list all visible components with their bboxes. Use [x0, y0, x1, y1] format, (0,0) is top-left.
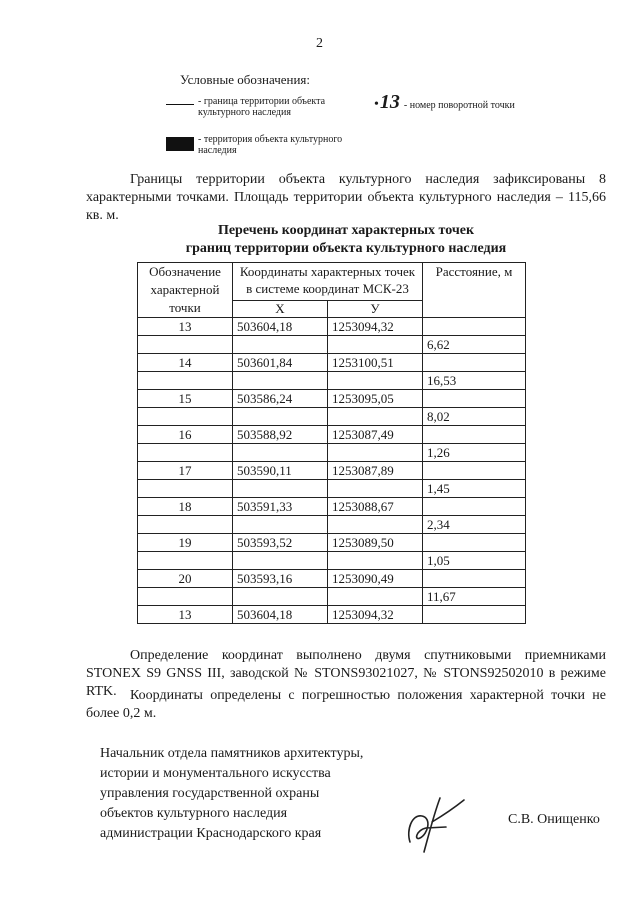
header-distance: Расстояние, м — [423, 263, 526, 318]
intro-paragraph: Границы территории объекта культурного наследия зафиксированы 8 характерными точками. Площадь территории объекта культурного наследия – 115,66 кв. м. — [86, 172, 606, 223]
y-coordinate-cell: 1253089,50 — [328, 534, 423, 552]
table-title-line-1: Перечень координат характерных точек — [217, 223, 475, 238]
x-coordinate-cell: 503601,84 — [233, 354, 328, 372]
boundary-line-label: - граница территории объекта культурного наследия — [198, 96, 326, 118]
table-row — [138, 606, 526, 624]
table-row — [138, 462, 526, 480]
empty-cell — [138, 552, 233, 570]
distance-cell: 16,53 — [423, 372, 526, 390]
signatory-position — [100, 744, 363, 844]
territory-fill-symbol — [166, 137, 194, 151]
empty-cell — [233, 444, 328, 462]
table-row-distance — [138, 480, 526, 498]
point-dot-icon: • — [374, 97, 379, 112]
empty-cell — [233, 552, 328, 570]
point-name-cell: 15 — [138, 390, 233, 408]
distance-empty-cell — [423, 534, 526, 552]
x-coordinate-cell: 503588,92 — [233, 426, 328, 444]
coordinates-table-body — [138, 318, 526, 624]
distance-empty-cell — [423, 390, 526, 408]
table-row — [138, 354, 526, 372]
distance-cell: 2,34 — [423, 516, 526, 534]
table-row-distance — [138, 588, 526, 606]
distance-empty-cell — [423, 606, 526, 624]
empty-cell — [328, 588, 423, 606]
distance-cell: 8,02 — [423, 408, 526, 426]
point-symbol-legend — [374, 91, 515, 114]
point-name-cell: 16 — [138, 426, 233, 444]
empty-cell — [328, 372, 423, 390]
territory-label: - территория объекта культурного наследия — [198, 134, 343, 156]
empty-cell — [138, 480, 233, 498]
table-row — [138, 570, 526, 588]
y-coordinate-cell: 1253094,32 — [328, 318, 423, 336]
empty-cell — [138, 516, 233, 534]
table-row — [138, 534, 526, 552]
point-name-cell: 18 — [138, 498, 233, 516]
point-name-cell: 20 — [138, 570, 233, 588]
signatory-line: администрации Краснодарского края — [100, 826, 322, 841]
distance-empty-cell — [423, 426, 526, 444]
x-coordinate-cell: 503593,16 — [233, 570, 328, 588]
coordinates-table — [137, 262, 526, 624]
accuracy-paragraph: Координаты определены с погрешностью положения характерной точки не более 0,2 м. — [86, 688, 606, 721]
y-coordinate-cell: 1253100,51 — [328, 354, 423, 372]
x-coordinate-cell: 503593,52 — [233, 534, 328, 552]
y-coordinate-cell: 1253088,67 — [328, 498, 423, 516]
empty-cell — [138, 444, 233, 462]
x-coordinate-cell: 503591,33 — [233, 498, 328, 516]
x-coordinate-cell: 503604,18 — [233, 606, 328, 624]
empty-cell — [233, 480, 328, 498]
point-name-cell: 17 — [138, 462, 233, 480]
point-name-cell: 13 — [138, 606, 233, 624]
empty-cell — [233, 372, 328, 390]
method-paragraph: Определение координат выполнено двумя спутниковыми приемниками STONEX S9 GNSS III, заводской № STONS93021027, № STONS92502010 в режиме RTK. — [86, 648, 606, 699]
point-name-cell: 14 — [138, 354, 233, 372]
distance-cell: 6,62 — [423, 336, 526, 354]
empty-cell — [328, 336, 423, 354]
table-row — [138, 426, 526, 444]
y-coordinate-cell: 1253087,89 — [328, 462, 423, 480]
y-coordinate-cell: 1253087,49 — [328, 426, 423, 444]
x-coordinate-cell: 503604,18 — [233, 318, 328, 336]
header-coordinates: Координаты характерных точек в системе координат МСК-23 — [233, 263, 423, 301]
signatory-line: объектов культурного наследия — [100, 806, 288, 821]
signatory-name: С.В. Онищенко — [508, 812, 600, 827]
distance-cell: 1,26 — [423, 444, 526, 462]
legend-title: Условные обозначения: — [180, 72, 311, 87]
x-coordinate-cell: 503590,11 — [233, 462, 328, 480]
empty-cell — [328, 552, 423, 570]
point-name-cell: 13 — [138, 318, 233, 336]
table-row-distance — [138, 372, 526, 390]
table-row-distance — [138, 552, 526, 570]
signatory-line: управления государственной охраны — [100, 786, 320, 801]
header-point-name: Обозначение характерной точки — [138, 263, 233, 318]
distance-cell: 1,05 — [423, 552, 526, 570]
y-coordinate-cell: 1253094,32 — [328, 606, 423, 624]
distance-empty-cell — [423, 570, 526, 588]
table-row-distance — [138, 336, 526, 354]
signatory-line: истории и монументального искусства — [100, 766, 331, 781]
y-coordinate-cell: 1253095,05 — [328, 390, 423, 408]
table-row — [138, 318, 526, 336]
boundary-line-symbol — [166, 104, 194, 105]
header-y: У — [328, 301, 423, 318]
empty-cell — [233, 588, 328, 606]
distance-empty-cell — [423, 354, 526, 372]
empty-cell — [233, 336, 328, 354]
distance-cell: 1,45 — [423, 480, 526, 498]
table-row-distance — [138, 516, 526, 534]
empty-cell — [138, 588, 233, 606]
header-x: X — [233, 301, 328, 318]
point-number-sample: 13 — [379, 91, 400, 113]
table-title-line-2: границ территории объекта культурного наследия — [185, 241, 507, 256]
distance-empty-cell — [423, 318, 526, 336]
empty-cell — [328, 480, 423, 498]
empty-cell — [138, 372, 233, 390]
empty-cell — [328, 444, 423, 462]
distance-cell: 11,67 — [423, 588, 526, 606]
point-name-cell: 19 — [138, 534, 233, 552]
table-title — [86, 222, 606, 258]
handwritten-signature — [402, 794, 472, 856]
page-number: 2 — [316, 36, 323, 51]
empty-cell — [328, 516, 423, 534]
point-label: - номер поворотной точки — [403, 100, 515, 111]
distance-empty-cell — [423, 498, 526, 516]
empty-cell — [138, 408, 233, 426]
x-coordinate-cell: 503586,24 — [233, 390, 328, 408]
y-coordinate-cell: 1253090,49 — [328, 570, 423, 588]
distance-empty-cell — [423, 462, 526, 480]
empty-cell — [233, 516, 328, 534]
table-row-distance — [138, 444, 526, 462]
table-row — [138, 498, 526, 516]
table-row — [138, 390, 526, 408]
empty-cell — [328, 408, 423, 426]
empty-cell — [138, 336, 233, 354]
signatory-line: Начальник отдела памятников архитектуры, — [100, 746, 364, 761]
empty-cell — [233, 408, 328, 426]
table-row-distance — [138, 408, 526, 426]
